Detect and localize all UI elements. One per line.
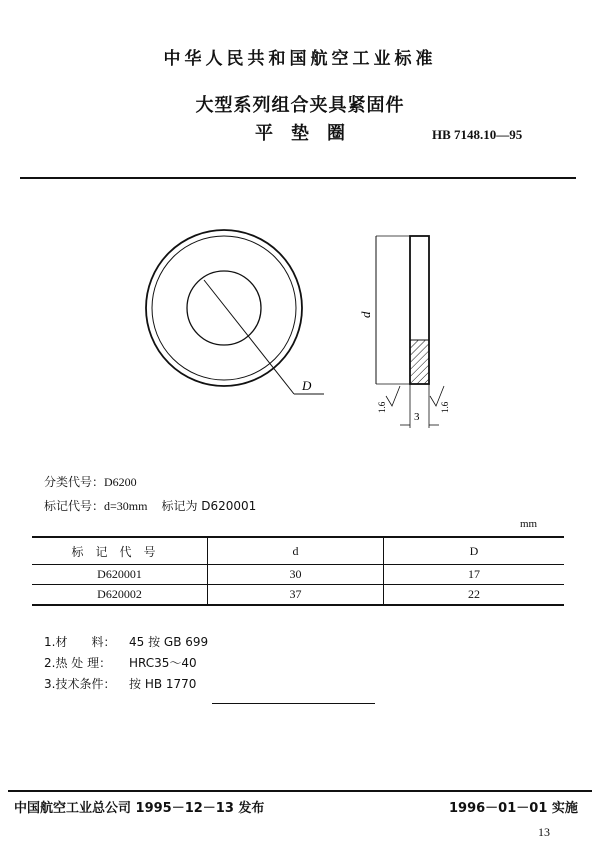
table-header-row [32, 537, 564, 565]
footer-rule [8, 790, 592, 792]
note-value: 按 HB 1770 [129, 677, 197, 691]
cell-code: D620002 [32, 585, 208, 606]
note-label: 2.热 处 理： [44, 656, 112, 670]
dimension-table [32, 536, 564, 606]
washer-section-view [376, 236, 444, 428]
standard-number: HB 7148.10—95 [432, 127, 523, 142]
cell-d: 30 [208, 565, 384, 585]
header-D: D [384, 537, 565, 565]
table-unit: mm [520, 518, 538, 530]
washer-drawing [130, 218, 460, 438]
classification-value: D6200 [104, 475, 137, 489]
note-label: 1.材 料： [44, 635, 116, 649]
note-label: 3.技术条件： [44, 677, 116, 691]
washer-front-view [146, 230, 324, 394]
roughness-left: 1.6 [377, 401, 387, 413]
label-d: d [358, 311, 373, 318]
table-row [32, 585, 564, 606]
cell-D: 17 [384, 565, 565, 585]
header-code: 标记代号 [32, 537, 208, 565]
classification-label: 分类代号： [44, 475, 105, 489]
effective-date: 1996－01－01 实施 [449, 801, 578, 816]
document-title: 大型系列组合夹具紧固件 [195, 95, 405, 116]
cell-code: D620001 [32, 565, 208, 585]
page-number: 13 [538, 825, 550, 839]
note-item [44, 653, 208, 674]
classification-line [44, 473, 137, 490]
marking-label: 标记代号： [44, 499, 105, 513]
standard-organization: 中华人民共和国航空工业标准 [163, 49, 437, 69]
note-item [44, 632, 208, 653]
label-D: D [302, 378, 312, 393]
roughness-right: 1.6 [440, 401, 450, 413]
thickness-dimension: 3 [414, 411, 420, 423]
technical-notes [44, 632, 208, 695]
cell-d: 37 [208, 585, 384, 606]
end-rule [212, 703, 375, 704]
document-subtitle: 平垫圈 [255, 123, 363, 144]
table-row [32, 565, 564, 585]
note-item [44, 674, 208, 695]
marking-example: d=30mm [104, 499, 148, 513]
cell-D: 22 [384, 585, 565, 606]
note-value: 45 按 GB 699 [129, 635, 209, 649]
issue-date: 中国航空工业总公司 1995－12－13 发布 [14, 801, 265, 816]
note-value: HRC35～40 [129, 656, 197, 670]
marking-line [44, 497, 256, 514]
header-rule [20, 177, 576, 179]
header-d: d [208, 537, 384, 565]
marking-result: 标记为 D620001 [161, 499, 257, 513]
